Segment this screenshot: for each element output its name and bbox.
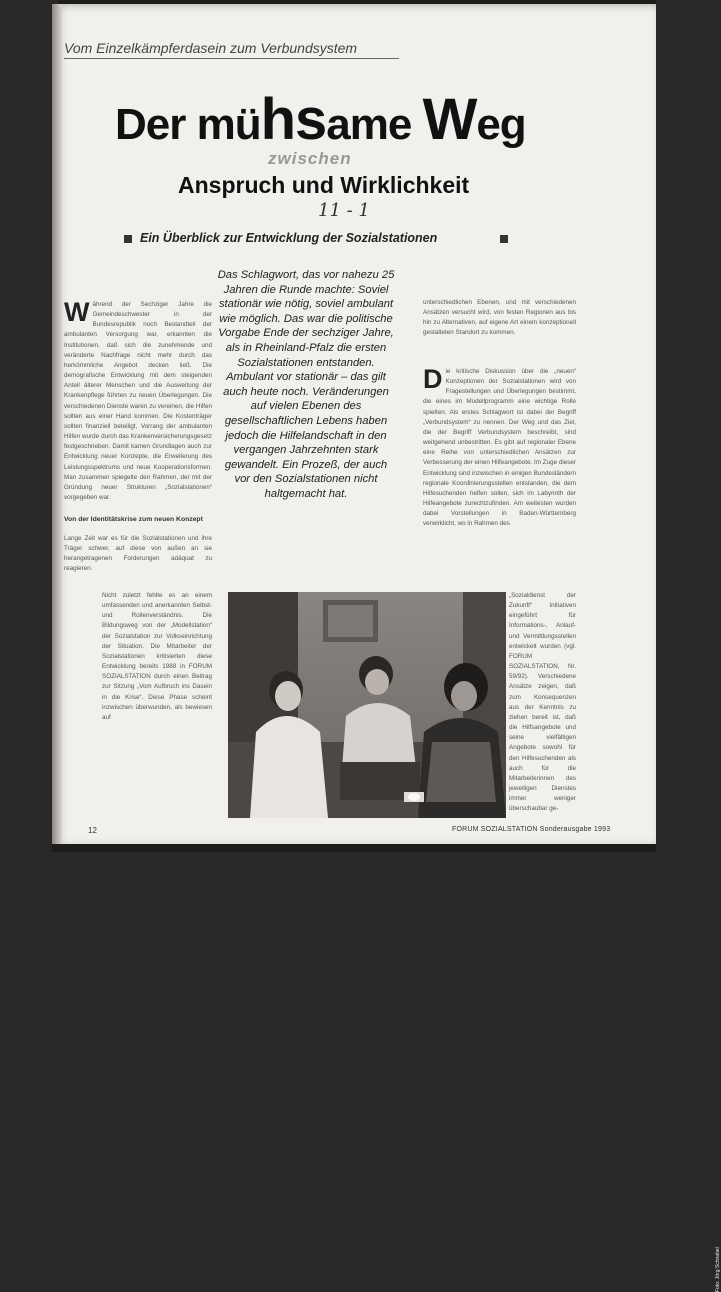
column-3c-text: „Sozialdienst der Zukunft“ Initiativen eingeführt für Informations-, Anlauf- und Vermittlungsstellen entwickelt wurden (vgl. FORUM SOZIALSTATION, Nr. 59/92). Verschiedene Ansätze zeigen, daß zum Konsequenzen aus der Kenntnis zu ziehen bereit ist, daß die Hilfsangebote und seine vielfältigen Angebote sowohl für den Hilfesuchenden als auch für die Mitarbeiterinnen des jeweiligen Dienstes immer weniger überschaubar ge- — [509, 592, 576, 813]
article-deck: Ein Überblick zur Entwicklung der Sozialstationen — [140, 231, 438, 245]
handwritten-note: 11 - 1 — [318, 200, 370, 221]
publication-footer: FORUM SOZIALSTATION Sonderausgabe 1993 — [452, 826, 611, 833]
photo-credit: Foto: Jörg Schnabel — [715, 1247, 721, 1292]
page-fold-shadow — [52, 4, 62, 848]
title-part-1: Der mü — [115, 100, 261, 149]
title-part-5: eg — [476, 100, 526, 149]
column-1b-text: Lange Zeit war es für die Sozialstationen und ihre Träger schwer, auf diese von außen an sie herangetragenen Forderungen adäquat zu reagieren. — [64, 535, 212, 573]
scan-bottom-border — [52, 844, 656, 852]
photo-group-meeting — [228, 592, 506, 818]
column-1-text — [64, 297, 212, 513]
title-part-4: W — [422, 87, 477, 152]
deck-bullet-left — [124, 235, 132, 243]
column-1-body: ährend der Sechziger Jahre die Gemeindeschwester in der Bundesrepublik noch Bestandteil der ambulanten Versorgung war, erkannten die Institutionen, daß sich die zunehmende und veränderte Nachfrage nicht mehr durch das herkömmliche Angebot decken ließ. Die demografische Entwicklung mit dem steigenden Anteil älterer Menschen und die Ausweitung der Krankenpflege führten zu neuen Überlegungen. Die verschiedenen Dienste waren zu vereinen, die Hilfen sollten aus einer Hand kommen. Die Kostenträger sollten finanziell beteiligt, Vorrang der ambulanten Hilfen wurde durch das Krankenversicherungsgesetz festgeschrieben. Damit kamen Grundlagen auch zur Entwicklung neuer Konzepte, die Erweiterung des Leistungsspektrums und neue Kooperationsformen. Man zusammen spiegelte den Rahmen, der mit der Gründung neuer Strukturen „Sozialstationen“ vorgegeben war. — [64, 301, 212, 501]
intro-quote: Das Schlagwort, das vor nahezu 25 Jahren die Runde machte: Soviel stationär wie nötig, soviel ambulant wie möglich. Das war die politische Vorgabe Ende der sechziger Jahre, als in Rheinland-Pfalz die ersten Sozialstationen entstanden. Ambulant vor stationär – das gilt auch heute noch. Veränderungen auf vielen Ebenen des gesellschaftlichen Lebens haben jedoch die Hilfelandschaft in den vergangen Jahrzehnten stark gewandelt. Ein Prozeß, der auch vor den Sozialstationen nicht haltgemacht hat. — [217, 269, 395, 500]
page-number: 12 — [88, 826, 97, 835]
article-title — [115, 86, 526, 153]
column-3-text: unterschiedlichen Ebenen, und mit verschiedenen Ansätzen versucht wird, von festen Regionen aus bis hin zu Alternativen, auf eigene Art einem konzeptionell gestalteten Standort zu kommen. — [423, 299, 576, 337]
section-heading: Von der Identitätskrise zum neuen Konzept — [64, 516, 203, 523]
drop-cap: D — [423, 364, 443, 394]
kicker-rule — [64, 58, 399, 59]
title-part-3: ame — [326, 100, 423, 149]
column-3b-text — [423, 364, 576, 590]
title-part-2: hs — [260, 87, 327, 152]
article-kicker: Vom Einzelkämpferdasein zum Verbundsystem — [64, 40, 358, 56]
title-between: zwischen — [268, 149, 352, 168]
deck-bullet-right — [500, 235, 508, 243]
article-subtitle: Anspruch und Wirklichkeit — [178, 172, 470, 198]
column-3b-body: ie kritische Diskussion über die „neuen“ Konzeptionen der Sozialstationen wird von Fragestellungen und Überlegungen bestimmt, die eines im Modellprogramm eine wichtige Rolle spielten. Als erstes Schlagwort ist dabei der Begriff „Verbundsystem“ zu nennen. Der Weg und das Ziel, die der Begriff Verbundsystem beschreibt, sind weitgehend unbestritten. Es gibt auf regionaler Ebene eine Reihe von unterschiedlichen Ansätzen zur Verbesserung der einen Hilfeangebote. Im Zuge dieser Entwicklung sind inzwischen in einigen Bundesländern regionale Koordinierungsstellen entstanden, die dem Hilfesuchenden helfen sollen, sich im Labyrinth der Hilfeangebote zurechtzufinden. Am weitesten wurden dabei Vorstellungen in Baden-Württemberg verwirklicht, wo in Rahmen des — [423, 368, 576, 528]
drop-cap: W — [64, 297, 90, 327]
column-1c-text: Nicht zuletzt fehlte es an einem umfassenden und anerkannten Selbst- und Rollenverständnis. Die Bildungsweg von der „Modellstation“ der Sozialstation zur Volkseinrichtung der Situation. Die Mitarbeiter der Sozialstationen kritisierten diese Entwicklung bereits 1988 in FORUM SOZIALSTATION durch einen Beitrag zur Sitzung „Vom Aufbruch ins Dasein in die Krise“. Diese Phase scheint inzwischen überwunden, als bewiesen auf — [102, 592, 212, 721]
